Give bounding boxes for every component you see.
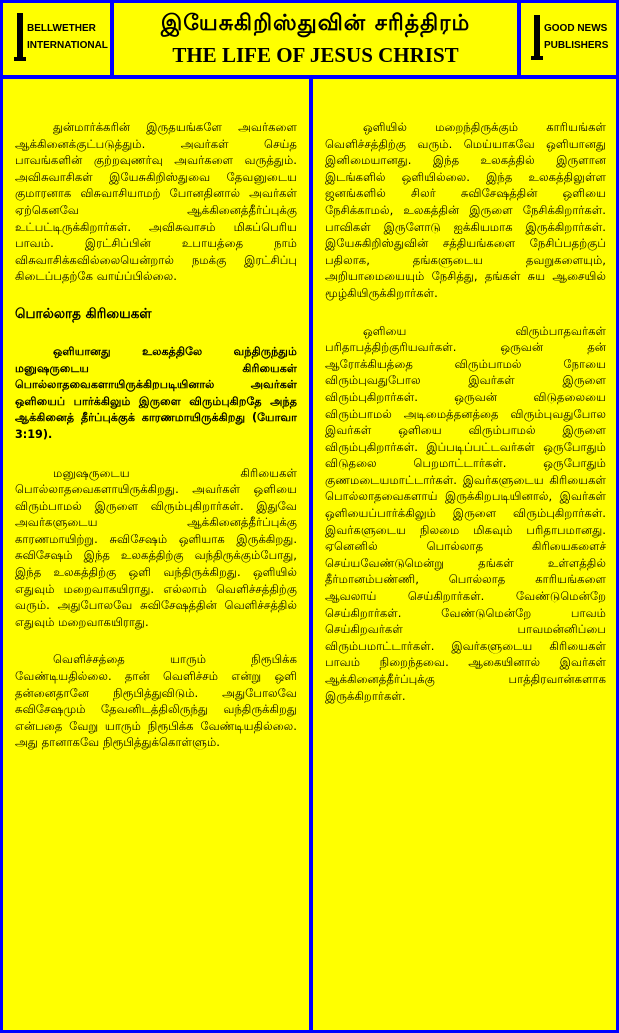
tower-icon — [534, 15, 540, 59]
tower-base-icon — [531, 56, 543, 60]
paragraph: வெளிச்சத்தை யாரும் நிரூபிக்க வேண்டியதில்லை. தான் வெளிச்சம் என்று ஒளி தன்னைதானே நிரூபித்துவிடும். அதுபோலவே சுவிசேஷமும் தேவனிடத்திலிருந்து வந்திருக்கிறது என்பதை வேறு யாரும் நிரூபிக்க வேண்டியதில்லை. அது தானாகவே நிரூபித்துக்கொள்ளும். — [15, 652, 297, 750]
section-heading: பொல்லாத கிரியைகள் — [15, 305, 152, 322]
paragraph: மனுஷருடைய கிரியைகள் பொல்லாதவைகளாயிருக்கிறது. அவர்கள் ஒளியை விரும்பாமல் இருளை விரும்புகிறார்கள். இதுவே அவர்களுடைய ஆக்கினைத்தீர்ப்புக்கு காரணமாயிற்று. சுவிசேஷம் ஒளியாக இருக்கிறது. சுவிசேஷம் இந்த உலகத்திற்கு வந்திருக்கும்போது, இந்த உலகத்திற்கு ஒளி வந்திருக்கிறது. ஒளியில் எதுவும் மறைவாகயிராது. எல்லாம் வெளிச்சத்திற்கு வரும். அதுபோலவே சுவிசேஷத்தின் வெளிச்சத்தில் எதுவும் மறைவாகயிராது. — [15, 465, 297, 629]
paragraph: துன்மார்க்கரின் இருதயங்களே அவர்களை ஆக்கினைக்குட்படுத்தும். அவர்கள் செய்த பாவங்களின் குற்றவுணர்வு அவர்களை வருத்தும். அவிசுவாசிகள் இயேசுகிறிஸ்துவை தேவனுடைய குமாரனாக விசுவாசியாமற் போனதினால் அவர்கள் ஏற்கெனவே ஆக்கினைத்தீர்ப்புக்கு உட்பட்டிருக்கிறார்கள். அவிசுவாசம் மிகப்பெரிய பாவம். இரட்சிப்பின் உபாயத்தை நாம் விசுவாசிக்கவில்லையென்றால் நமக்கு இரட்சிப்பு கிடைப்பதற்கே வாய்ப்பில்லை. — [15, 120, 297, 284]
left-column — [3, 79, 309, 1030]
good-news-name: GOOD NEWS — [544, 23, 608, 34]
title-box — [114, 3, 517, 75]
right-column — [313, 79, 616, 1030]
bellwether-sub: INTERNATIONAL — [27, 40, 108, 51]
paragraph: ஒளியை விரும்பாதவர்கள் பரிதாபத்திற்குரியவர்கள். ஒருவன் தன் ஆரோக்கியத்தை விரும்பாமல் நோயை விரும்புவதுபோல இவர்கள் இருளை விரும்புகிறார்கள். ஒருவன் விடுதலையை விரும்பாமல் அடிமைத்தனத்தை விரும்புவதுபோல இவர்கள் ஒளியை விரும்பாமல் இருளை விரும்புகிறார்கள். இப்படிப்பட்டவர்கள் ஒருபோதும் விடுதலை பெறமாட்டார்கள். ஒருபோதும் குணமடையமாட்டார்கள். இவர்களுடைய கிரியைகள் பொல்லாதவைகளாய் இருக்கிறபடியினால், இவர்கள் ஒளியைப்பார்க்கிலும் இருளை விரும்புகிறார்கள். இவர்களுடைய நிலமை மிகவும் பரிதாபமானது. ஏனெனில் பொல்லாத கிரியைகளைச் செய்யவேண்டுமென்று தங்கள் உள்ளத்தில் தீர்மானம்பண்ணி, பொல்லாத காரியங்களை ஆவலாய் செய்கிறார்கள். வேண்டுமென்றே செய்கிறார்கள். வேண்டுமென்றே பாவம் செய்கிறவர்கள் பாவமன்னிப்பை விரும்பமாட்டார்கள். இவர்களுடைய கிரியைகள் பாவம் நிறைந்தவை. ஆகையினால் இவர்கள் ஆக்கினைத்தீர்ப்புக்கு பாத்திரவான்களாக இருக்கிறார்கள். — [325, 323, 606, 703]
paragraph: ஒளியில் மறைந்திருக்கும் காரியங்கள் வெளிச்சத்திற்கு வரும். மெய்யாகவே ஒளியானது இனிமையானது. இந்த உலகத்தில் இருளான இடங்களில் ஒளியில்லை. இந்த உலகத்திலுள்ள ஜனங்களில் சிலர் சுவிசேஷத்தின் ஒளியை நேசிக்காமல், உலகத்தின் இருளை நேசிக்கிறார்கள். பாவிகள் இருளோடு ஐக்கியமாக இருக்கிறார்கள். இயேசுகிறிஸ்துவின் சத்தியங்களை நேசிப்பதற்குப் பதிலாக, தங்களுடைய தவறுகளையும், அறியாமையையும் நேசித்து, தங்கள் சுய ஆசையில் மூழ்கியிருக்கிறார்கள். — [325, 120, 606, 300]
tower-base-icon — [14, 57, 26, 61]
bellwether-name: BELLWETHER — [27, 23, 96, 34]
good-news-sub: PUBLISHERS — [544, 40, 609, 51]
bible-verse: ஒளியானது உலகத்திலே வந்திருந்தும் மனுஷருடைய கிரியைகள் பொல்லாதவைகளாயிருக்கிறபடியினால் அவர்கள் ஒளியைப் பார்க்கிலும் இருளை விரும்புகிறதே அந்த ஆக்கினைத் தீர்ப்புக்குக் காரணமாயிருக்கிறது (யோவா 3:19). — [15, 344, 297, 441]
good-news-logo — [521, 3, 616, 75]
bellwether-logo — [3, 3, 110, 75]
tower-icon — [17, 13, 23, 61]
title-english: THE LIFE OF JESUS CHRIST — [172, 43, 459, 67]
title-tamil: இயேசுகிறிஸ்துவின் சரித்திரம் — [160, 11, 471, 36]
